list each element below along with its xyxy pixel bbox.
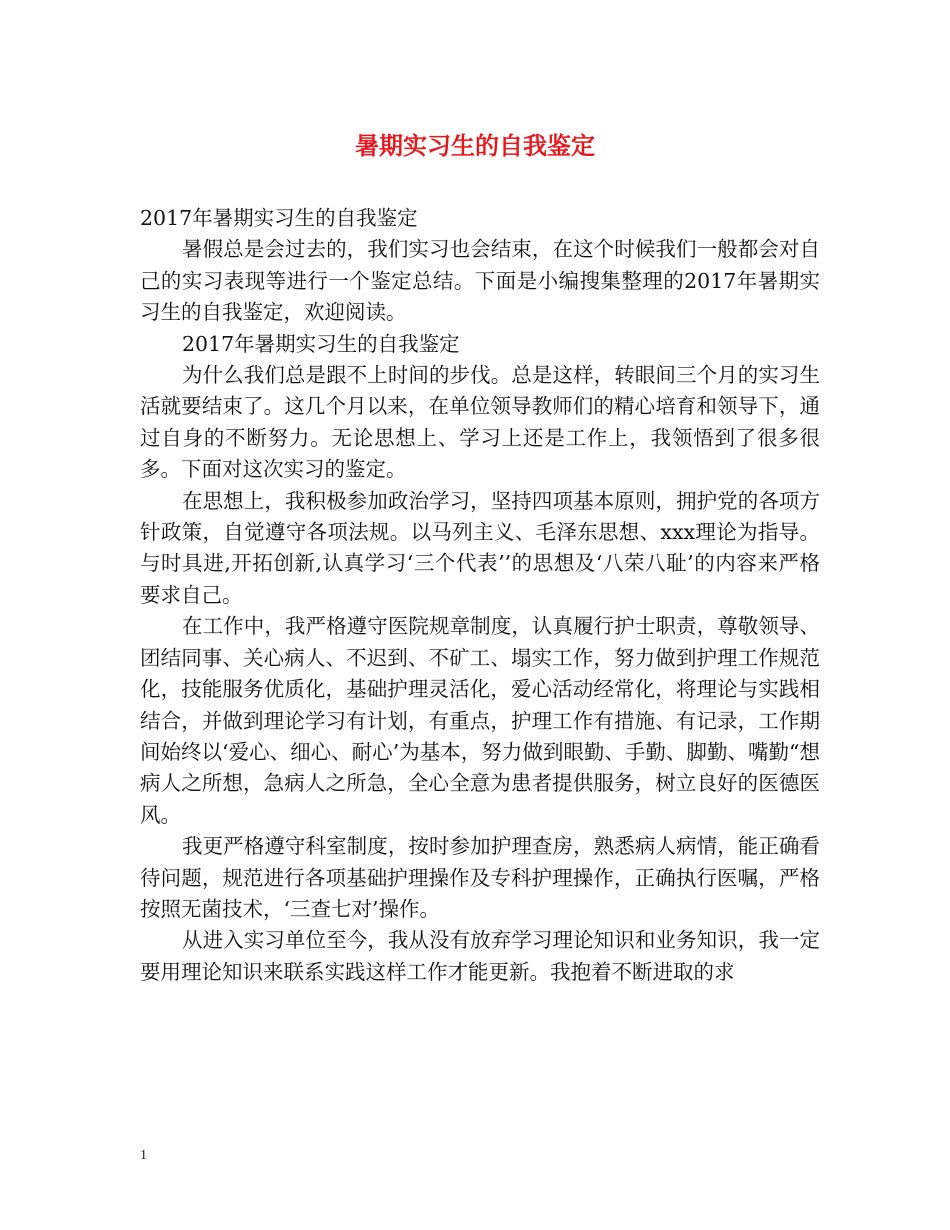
paragraph-study: 从进入实习单位至今，我从没有放弃学习理论知识和业务知识，我一定要用理论知识来联系实践这样工作才能更新。我抱着不断进取的求 bbox=[140, 928, 820, 984]
page-number: 1 bbox=[140, 1148, 147, 1163]
paragraph-work: 在工作中，我严格遵守医院规章制度，认真履行护士职责，尊敬领导、团结同事、关心病人、不迟到、不矿工、塌实工作，努力做到护理工作规范化，技能服务优质化，基础护理灵活化，爱心活动经常化，将理论与实践相结合，并做到理论学习有计划，有重点，护理工作有措施、有记录，工作期间始终以‘爱心、细心、耐心’为基本，努力做到眼勤、手勤、脚勤、嘴勤“想病人之所想，急病人之所急，全心全意为患者提供服务，树立良好的医德医风。 bbox=[140, 614, 820, 827]
paragraph-opening: 为什么我们总是跟不上时间的步伐。总是这样，转眼间三个月的实习生活就要结束了。这几个月以来，在单位领导教师们的精心培育和领导下，通过自身的不断努力。无论思想上、学习上还是工作上，我领悟到了很多很多。下面对这次实习的鉴定。 bbox=[140, 363, 820, 482]
paragraph-department: 我更严格遵守科室制度，按时参加护理查房，熟悉病人病情，能正确看待问题，规范进行各项基础护理操作及专科护理操作，正确执行医嘱，严格按照无菌技术，‘三查七对’操作。 bbox=[140, 834, 820, 921]
paragraph-subtitle: 2017年暑期实习生的自我鉴定 bbox=[140, 206, 418, 230]
document-title: 暑期实习生的自我鉴定 bbox=[355, 131, 595, 160]
document-body bbox=[140, 203, 820, 988]
paragraph-heading: 2017年暑期实习生的自我鉴定 bbox=[182, 331, 460, 356]
paragraph-thought: 在思想上，我积极参加政治学习，坚持四项基本原则，拥护党的各项方针政策，自觉遵守各项法规。以马列主义、毛泽东思想、xxx理论为指导。与时具进,开拓创新,认真学习‘三个代表’’的思想及‘八荣八耻’的内容来严格要求自己。 bbox=[140, 488, 820, 607]
paragraph-intro: 暑假总是会过去的，我们实习也会结束，在这个时候我们一般都会对自己的实习表现等进行一个鉴定总结。下面是小编搜集整理的2017年暑期实习生的自我鉴定，欢迎阅读。 bbox=[140, 237, 820, 325]
